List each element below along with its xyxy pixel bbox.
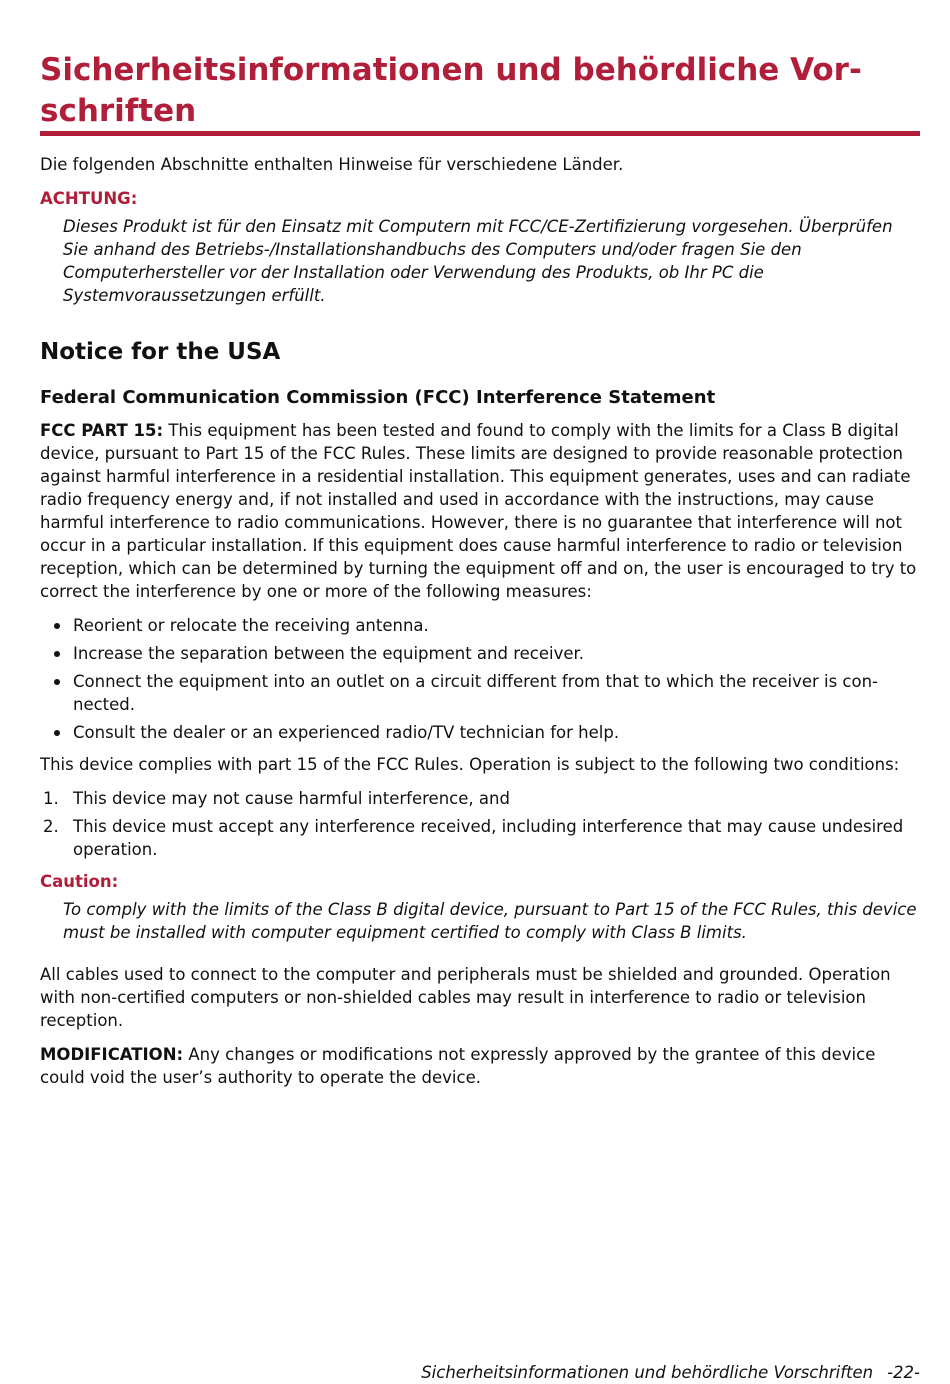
list-item	[40, 614, 920, 637]
condition-number: 2.	[43, 817, 59, 836]
bullet-icon	[54, 730, 60, 736]
list-item	[40, 670, 920, 716]
caution-text: To comply with the limits of the Class B digital device, pursuant to Part 15 of the FCC Rules, this device must be installed with computer equipment certified to comply with Class B limits.	[63, 900, 917, 942]
measure-text: Increase the separation between the equipment and receiver.	[73, 644, 585, 663]
conditions-list	[40, 787, 920, 866]
modification-paragraph	[40, 1043, 920, 1089]
bullet-icon	[54, 679, 60, 685]
achtung-label: ACHTUNG:	[40, 189, 138, 208]
fcc-part15-text: This equipment has been tested and found to comply with the limits for a Class B digital device, pursuant to Part 15 of the FCC Rules. These limits are designed to provide reasonable protection against harmful interference in a residential installation. This equipment generates, uses and can radiate radio frequency energy and, if not installed and used in accordance with the instructions, may cause harmful interference to radio communications. However, there is no guarantee that interference will not occur in a particular installation. If this equipment does cause harmful interference to radio or television reception, which can be determined by turning the equipment off and on, the user is encouraged to try to correct the interference by one or more of the following measures:	[40, 421, 917, 601]
intro-paragraph: Die folgenden Abschnitte enthalten Hinweise für verschiedene Länder.	[40, 155, 624, 174]
fcc-part15-label: FCC PART 15:	[40, 421, 164, 440]
list-item	[40, 721, 920, 744]
achtung-text: Dieses Produkt ist für den Einsatz mit Computern mit FCC/CE-Zertifizierung vorgesehen. Überprüfen Sie anhand des Betriebs-/Installationshandbuchs des Computers und/oder fragen Sie den Computerhersteller vor der Installation oder Verwendung des Produkts, ob Ihr PC die Systemvoraussetzungen erfüllt.	[63, 217, 893, 305]
measure-text: Reorient or relocate the receiving antenna.	[73, 616, 429, 635]
page-title-line-1: Sicherheitsinformationen und behördliche Vor-	[40, 52, 862, 88]
caution-label: Caution:	[40, 872, 119, 891]
cables-paragraph: All cables used to connect to the computer and peripherals must be shielded and grounded. Operation with non-certified computers or non-shielded cables may result in interference to radio or television reception.	[40, 965, 891, 1030]
page-number: -22-	[887, 1363, 920, 1382]
title-rule	[40, 131, 920, 136]
page-footer	[421, 1362, 920, 1384]
list-item	[40, 642, 920, 665]
modification-label: MODIFICATION:	[40, 1045, 184, 1064]
footer-title: Sicherheitsinformationen und behördliche Vorschriften	[421, 1363, 874, 1382]
complies-paragraph: This device complies with part 15 of the FCC Rules. Operation is subject to the following two conditions:	[40, 755, 900, 774]
measures-list	[40, 614, 920, 749]
list-item	[40, 815, 920, 861]
list-item	[40, 787, 920, 810]
condition-number: 1.	[43, 789, 59, 808]
page-title	[40, 50, 920, 132]
condition-text: This device may not cause harmful interference, and	[73, 789, 510, 808]
usa-heading: Notice for the USA	[40, 339, 281, 365]
page-title-line-2: schriften	[40, 93, 197, 129]
fcc-heading: Federal Communication Commission (FCC) Interference Statement	[40, 387, 716, 408]
bullet-icon	[54, 623, 60, 629]
bullet-icon	[54, 651, 60, 657]
modification-text: Any changes or modifications not expressly approved by the grantee of this device could void the user’s authority to operate the device.	[40, 1045, 876, 1087]
measure-text: Connect the equipment into an outlet on a circuit different from that to which the receiver is con-nected.	[73, 672, 879, 714]
measure-text: Consult the dealer or an experienced radio/TV technician for help.	[73, 723, 620, 742]
fcc-part15-paragraph	[40, 419, 920, 603]
condition-text: This device must accept any interference received, including interference that may cause undesired operation.	[73, 817, 904, 859]
